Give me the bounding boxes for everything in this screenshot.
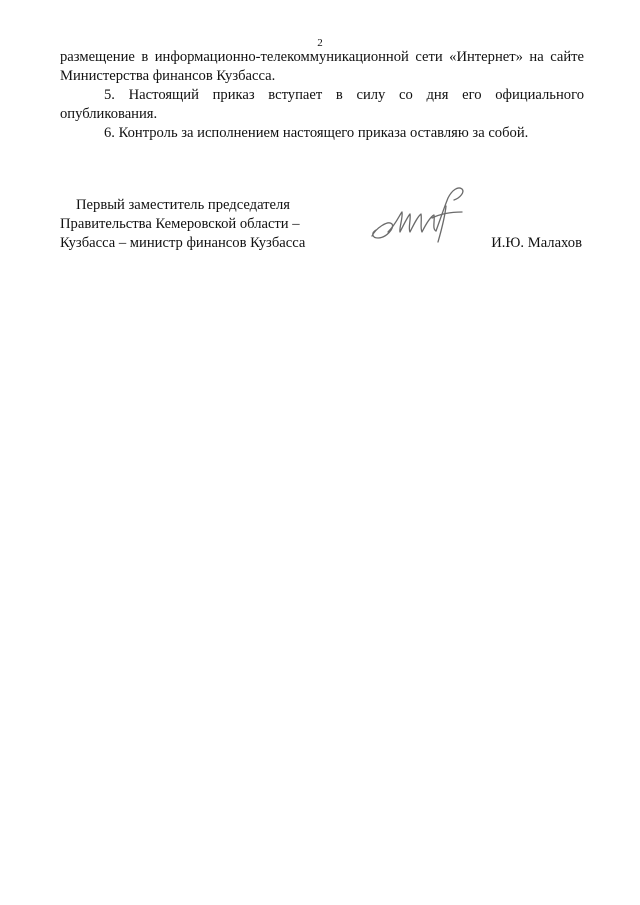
signature-block <box>60 196 584 256</box>
signer-position-line-2: Правительства Кемеровской области – <box>60 216 300 232</box>
page-number: 2 <box>317 37 323 49</box>
signer-name: И.Ю. Малахов <box>491 235 582 251</box>
signer-position-line-3: Кузбасса – министр финансов Кузбасса <box>60 235 306 251</box>
handwritten-signature-icon <box>366 184 476 246</box>
signer-position-line-1: Первый заместитель председателя <box>76 197 291 213</box>
paragraph-item-5: 5. Настоящий приказ вступает в силу со дня его официального опубликования. <box>60 87 584 122</box>
paragraph-item-6: 6. Контроль за исполнением настоящего приказа оставляю за собой. <box>104 125 529 141</box>
paragraph-continuation: размещение в информационно-телекоммуникационной сети «Интернет» на сайте Министерства финансов Кузбасса. <box>60 49 584 84</box>
signer-position <box>60 196 340 253</box>
body-text <box>60 48 584 143</box>
